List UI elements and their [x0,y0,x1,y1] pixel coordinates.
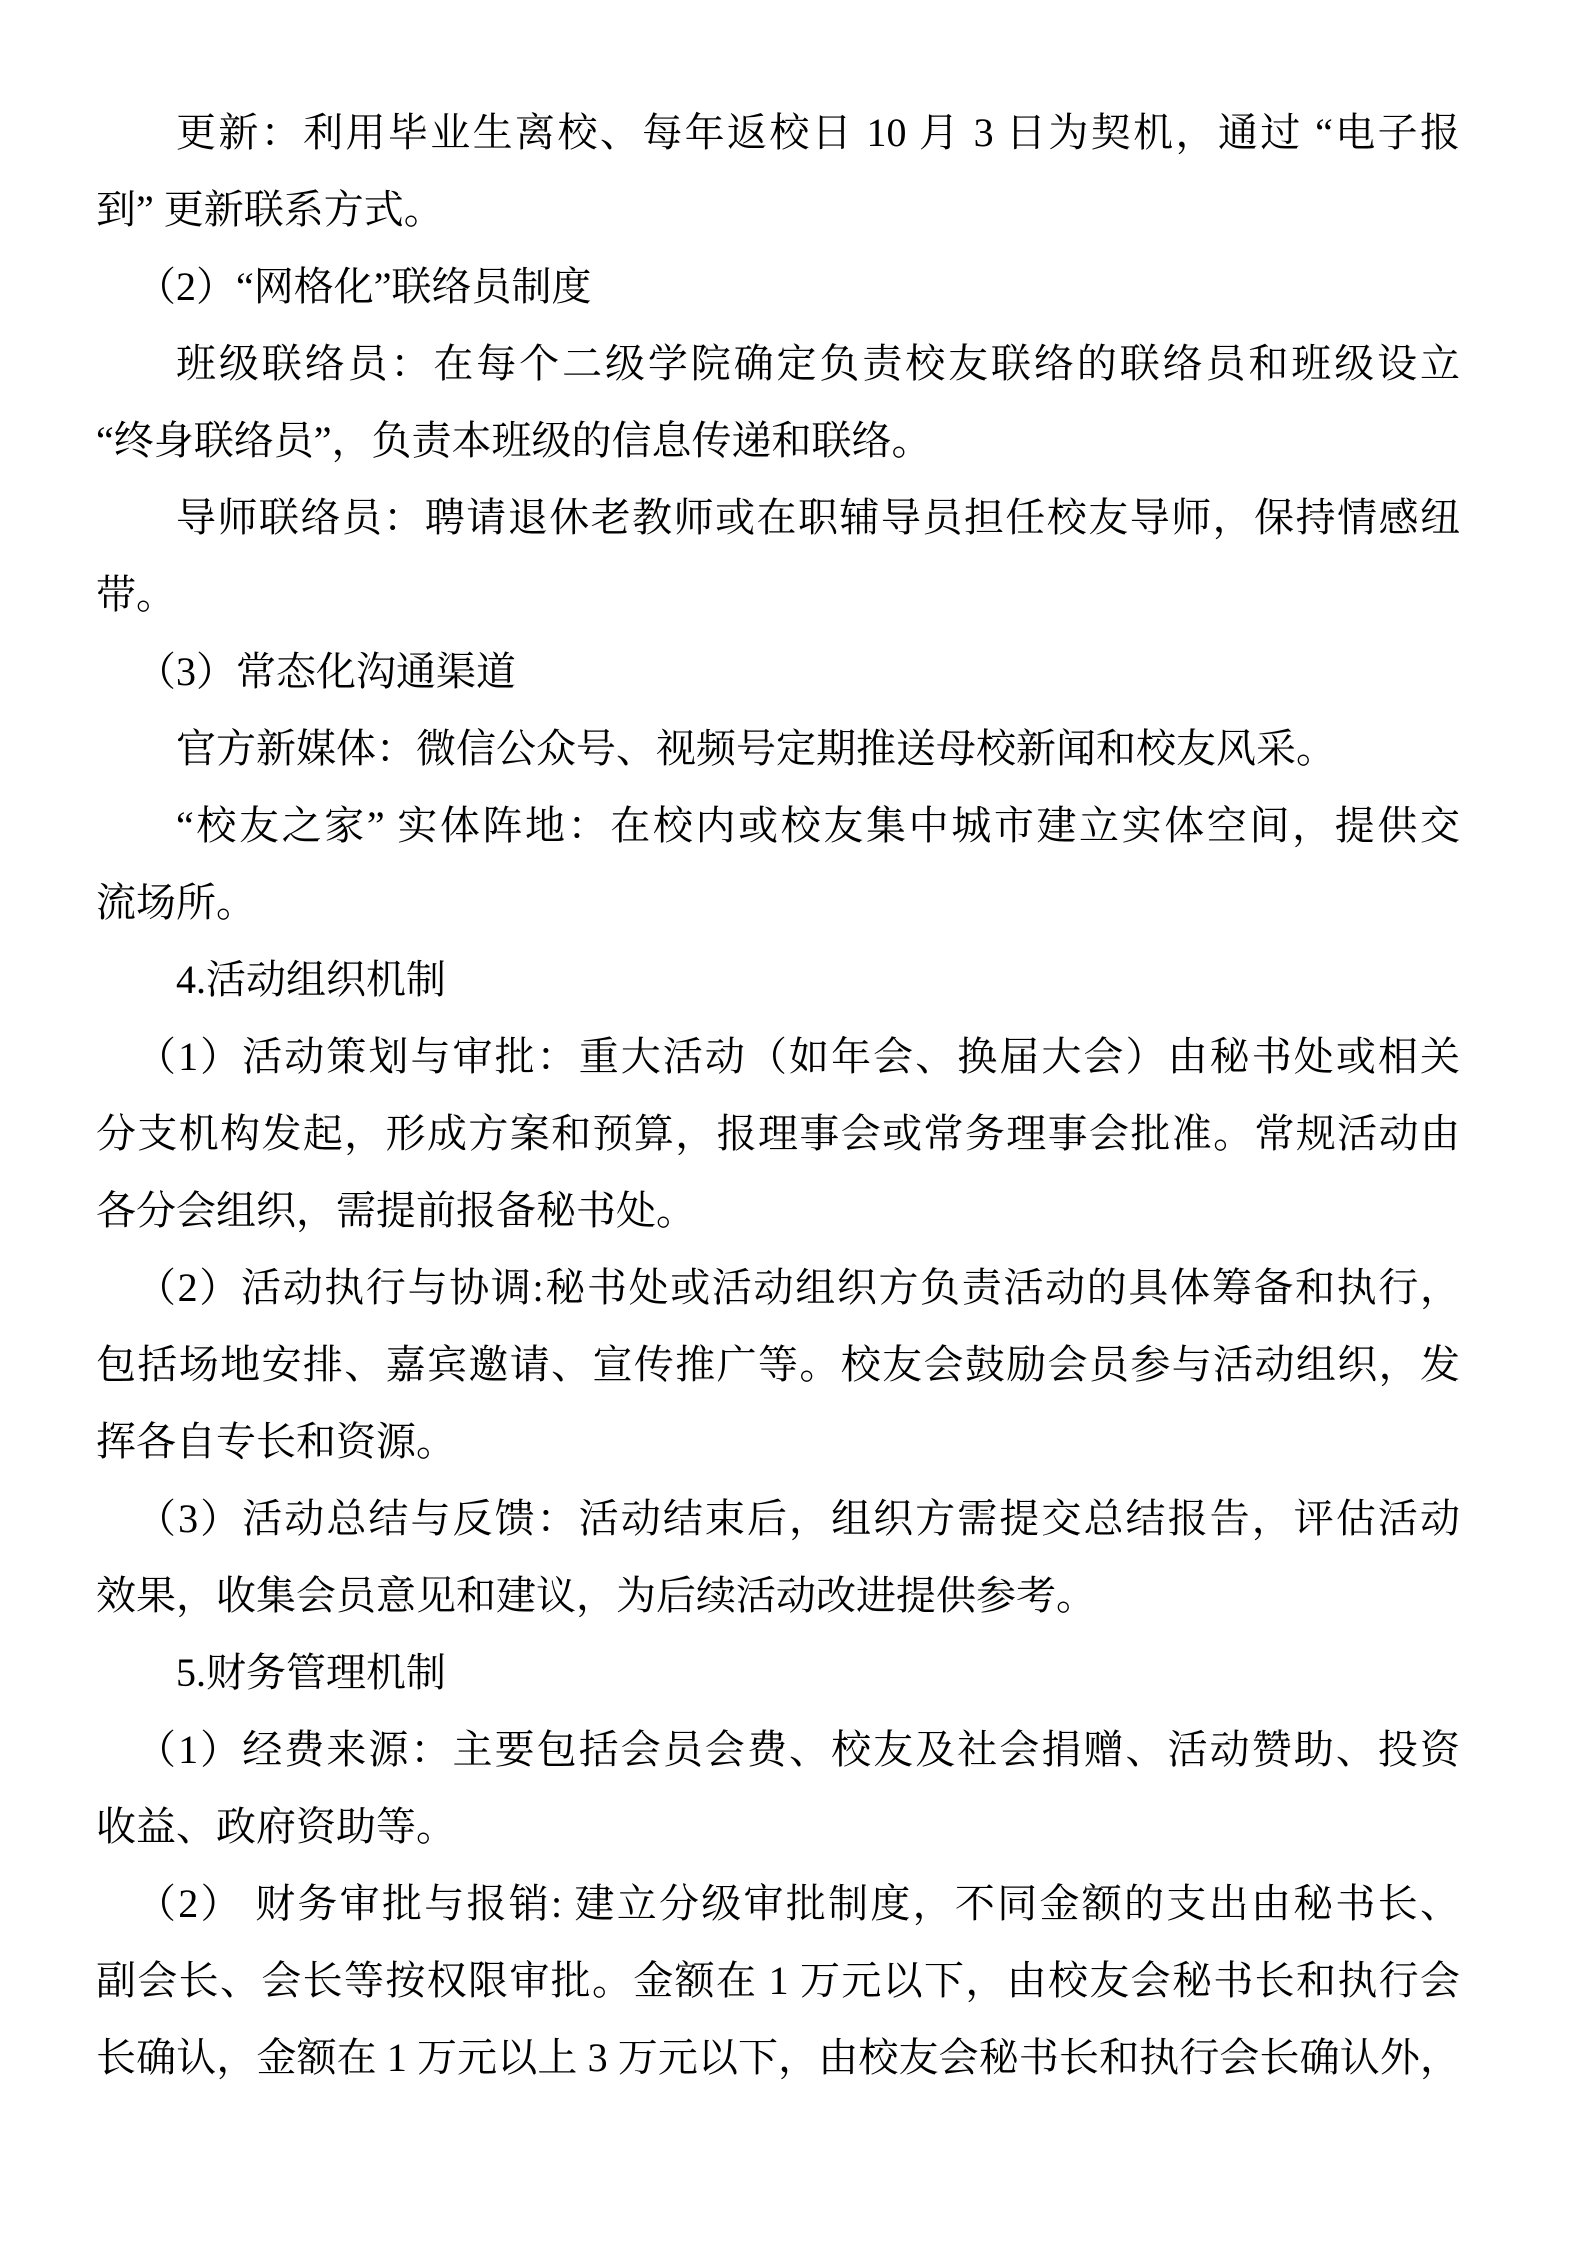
text-line: 包括场地安排、嘉宾邀请、宣传推广等。校友会鼓励会员参与活动组织，发 [96,1342,1460,1387]
text-line: 挥各自专长和资源。 [96,1419,456,1464]
text-line: 各分会组织，需提前报备秘书处。 [96,1188,696,1233]
text-line: 分支机构发起，形成方案和预算，报理事会或常务理事会批准。常规活动由 [96,1111,1460,1156]
text-line: 收益、政府资助等。 [96,1804,456,1849]
text-line: 长确认，金额在 1 万元以上 3 万元以下，由校友会秘书长和执行会长确认外， [96,2035,1460,2080]
text-line: 班级联络员：在每个二级学院确定负责校友联络的联络员和班级设立 [176,341,1460,386]
text-line: “校友之家” 实体阵地：在校内或校友集中城市建立实体空间，提供交 [176,803,1460,848]
text-line: 到” 更新联系方式。 [96,187,444,232]
text-line: 官方新媒体：微信公众号、视频号定期推送母校新闻和校友风采。 [176,726,1336,771]
text-line: （3）常态化沟通渠道 [136,649,516,694]
text-line: “终身联络员”，负责本班级的信息传递和联络。 [96,418,932,463]
text-line: 4.活动组织机制 [176,957,446,1002]
text-line: 导师联络员：聘请退休老教师或在职辅导员担任校友导师，保持情感纽 [176,495,1460,540]
text-line: 更新：利用毕业生离校、每年返校日 10 月 3 日为契机，通过 “电子报 [176,110,1460,155]
text-line: 流场所。 [96,880,256,925]
text-line: （2）“网格化”联络员制度 [136,264,592,309]
text-line: 副会长、会长等按权限审批。金额在 1 万元以下，由校友会秘书长和执行会 [96,1958,1460,2003]
text-line: （1）经费来源：主要包括会员会费、校友及社会捐赠、活动赞助、投资 [136,1727,1460,1772]
text-line: 5.财务管理机制 [176,1650,446,1695]
text-line: （3）活动总结与反馈：活动结束后，组织方需提交总结报告，评估活动 [136,1496,1460,1541]
text-line: （2）活动执行与协调:秘书处或活动组织方负责活动的具体筹备和执行， [136,1265,1460,1310]
document-body [96,94,1460,2096]
text-line: （2） 财务审批与报销: 建立分级审批制度，不同金额的支出由秘书长、 [136,1881,1460,1926]
text-line: 效果，收集会员意见和建议，为后续活动改进提供参考。 [96,1573,1096,1618]
text-line: （1）活动策划与审批：重大活动（如年会、换届大会）由秘书处或相关 [136,1034,1460,1079]
text-line: 带。 [96,572,176,617]
